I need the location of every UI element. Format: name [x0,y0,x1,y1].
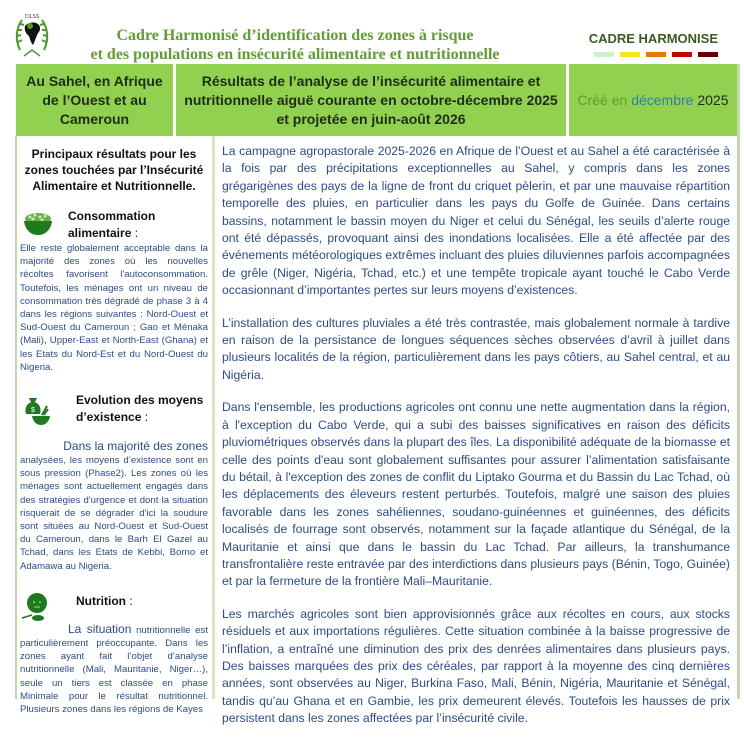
cadre-harmonise-brand [578,32,718,57]
phase-1-swatch [594,52,614,57]
header-title [60,26,530,64]
section-food-consumption [20,208,208,374]
phase-4-swatch [672,52,692,57]
analysis-title: Résultats de l’analyse de l’insécurité alimentaire et nutritionnelle aiguë courante en octobre-décembre 2025 et projetée en juin-août 2026 [176,64,566,136]
header-title-line2: et des populations en insécurité alimentaire et nutritionnelle [90,46,500,63]
food-bowl-icon [20,208,56,238]
column-divider [212,136,215,699]
created-month: décembre [631,92,694,108]
frame-border-left [15,136,17,699]
svg-text:$: $ [31,407,35,415]
header-title-line1: Cadre Harmonisé d’identification des zones à risque [116,27,474,44]
paragraph-crop-installation: L’installation des cultures pluviales a été très contrastée, mais globalement normale à tardive en raison de la persistance de longues séquences sèches observées d’avril à juillet dans plusieurs localités de la région, particulièrement dans les pays côtiers, au Sahel central, et au Nigéria. [222,315,730,382]
phase-2-swatch [620,52,640,57]
created-year: 2025 [697,92,729,108]
sidebar-title: Principaux résultats pour les zones touchées par l’Insécurité Alimentaire et Nutritionnelle. [24,147,204,193]
section-title: Nutrition : [76,593,133,608]
section-title: Evolution des moyens d’existence : [76,393,204,425]
phase-5-swatch [698,52,718,57]
frame-border-right [737,64,740,699]
paragraph-markets: Les marchés agricoles sont bien approvisionnés grâce aux récoltes en cours, aux stocks résiduels et aux importations régulières. Cette situation combinée à la baisse progressive de l’inflation, a entraîné une diminution des prix des denrées alimentaires dans plusieurs pays. Des baisses marquées des prix des céréales, par rapport à la moyenne des cinq dernières années, sont observées au Niger, Burkina Faso, Mali, Bénin, Nigéria, Mauritanie et Sénégal, tandis qu’au Ghana et en Gambie, les prix demeurent élevés. Toutefois les hausses de prix persistent dans les zones affectées par l’insécurité civile. [222,606,730,726]
svg-text:CILSS: CILSS [24,14,40,20]
key-results-sidebar [20,140,208,716]
phase-color-bar [578,52,718,57]
section-livelihoods [20,392,208,573]
paragraph-campaign: La campagne agropastorale 2025-2026 en Afrique de l’Ouest et au Sahel a été caractérisée à la fois par des précipitations exceptionnelles au Sahel, y compris dans les zones grégarigènes des pays de la ligne de front du criquet pèlerin, et par une mauvaise répartition temporelle des pluies, en particulier dans les pays du Golfe de Guinée. Dans certains bassins, notamment le bassin moyen du Niger et celui du Sénégal, les seuils d’alerte rouge ont été dépassés, provoquant ainsi des inondations localisées. Elle a été affectée par des événements météorologiques extrêmes incluant des pluies diluviennes parfois accompagnées de grêle (Niger, Nigéria, Tchad, etc.) et une tempête tropicale ayant touché le Cabo Verde occasionnant d’importantes pertes sur leurs moyens d’existences. [222,144,730,298]
document-header [0,0,744,66]
section-body: Elle reste globalement acceptable dans la majorité des zones où les nouvelles récoltes favorisent l'autoconsommation. Toutefois, les ménages ont un niveau de consommation très dégradé de phase 3 à 4 dans les régions suivantes : Nord-Ouest et Sud-Ouest du Cameroun ; Gao et Ménaka (Mali), Upper-East et North-East (Ghana) et les Etats du Nord-Est et du Nord-Ouest du Nigeria. [20,243,208,373]
section-body-lead: Dans la majorité des zones [63,439,208,454]
paragraph-production: Dans l'ensemble, les productions agricoles ont connu une nette augmentation dans la région, à l'exception du Cabo Verde, qui a subi des baisses significatives en raison des déficits pluviométriques observés dans la plupart des îles. La disponibilité adéquate de la biomasse et celle des points d'eau sont globalement suffisantes pour assurer l’alimentation satisfaisante du bétail, à l'exception des zones de conflit du Liptako Gourma et du Bassin du Lac Tchad, où les déplacements des éleveurs restent perturbés. Toutefois, malgré une saison des pluies favorable dans les zones sahéliennes, soudano-guinéennes et guinéennes, des déficits localisés de fourrage sont observés, notamment sur la façade atlantique du Sénégal, de la Mauritanie et ainsi que dans le bassin du Lac Tchad. Par ailleurs, la transhumance transfrontalière reste entravée par des interdictions dans plusieurs pays (Bénin, Togo, Guinée) et par la fermeture de la frontière Mali–Mauritanie. [222,400,730,589]
section-body-lead: La situation [68,621,132,636]
phase-3-swatch [646,52,666,57]
brand-name: CADRE HARMONISE [588,31,718,46]
section-body: Dans la majorité des zones analysées, les moyens d’existence sont en sous pression (Phase2). Les zones où les ménages sont actuellement engagés dans des stratégies d'urgence et dont la situation risquerait de se dégrader d'ici la soudure sont situées au Nord-Ouest et Sud-Ouest du Cameroun, dans le Barh El Gazel au Tchad, dans les Etats de Kebbi, Borno et Adamawa au Nigeria. [20,439,208,572]
analysis-narrative [222,143,730,743]
section-title: Consommation alimentaire : [68,209,156,240]
created-date [569,64,737,136]
cilss-logo-icon [14,10,50,60]
created-prefix: Créé en [577,92,628,108]
money-bag-icon [20,392,56,426]
region-label: Au Sahel, en Afrique de l’Ouest et au Cameroun [16,64,173,136]
nutrition-face-icon [20,589,56,623]
section-nutrition [20,589,208,716]
section-body: La situation nutritionnelle est particulièrement préoccupante. Dans les zones ayant fait l’objet d’analyse nutritionnelle (Mali, Mauritanie, Niger…), seule un tiers est classée en phase Minimale pour le résultat nutritionnel. Plusieurs zones dans les régions de Kayes [20,621,208,716]
